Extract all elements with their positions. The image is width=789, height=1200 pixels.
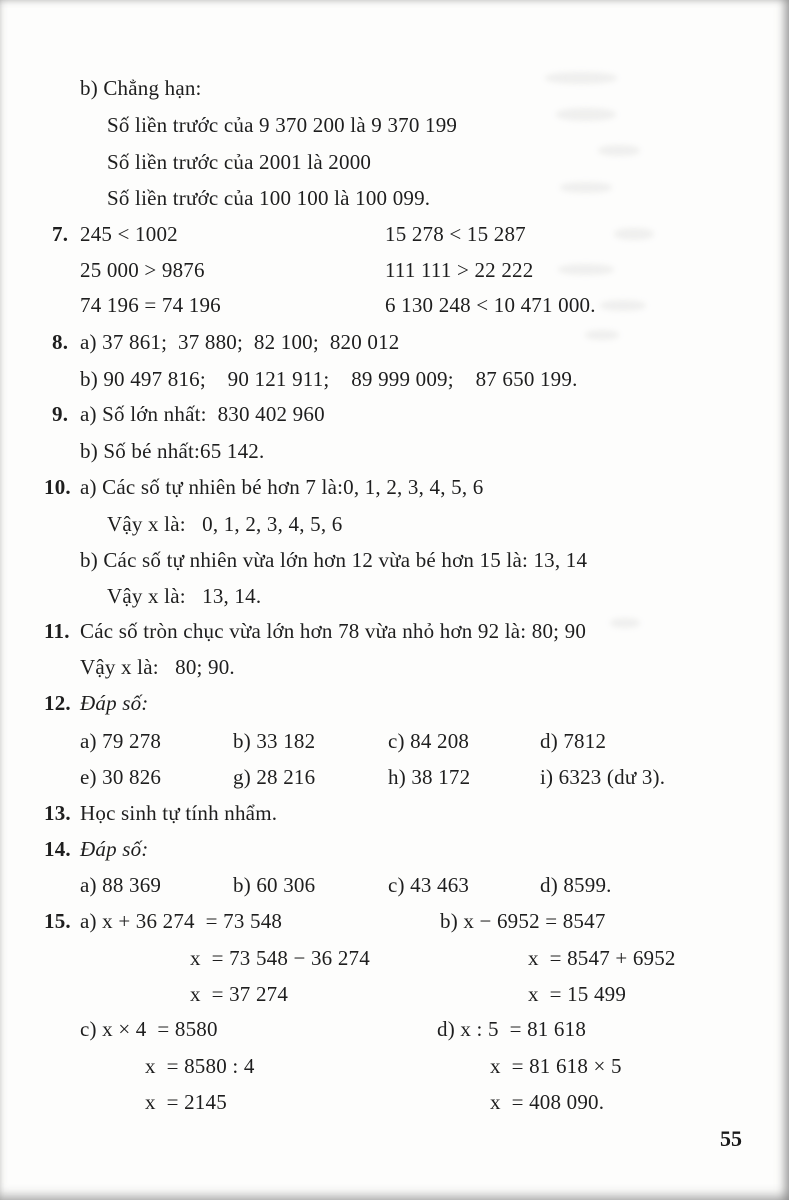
exercise-number: 12. (44, 691, 71, 715)
text-segment: h) 38 172 (388, 765, 471, 789)
exercise-15-line (0, 908, 789, 936)
example-line (0, 149, 789, 177)
text-segment: Vậy x là: 13, 14. (107, 584, 262, 608)
text-segment: x = 8547 + 6952 (528, 946, 676, 970)
text-segment: Các số tròn chục vừa lớn hơn 78 vừa nhỏ hơn 92 là: 80; 90 (80, 619, 587, 643)
exercise-8-line (0, 329, 789, 357)
exercise-10-line (0, 474, 789, 502)
text-segment: a) Số lớn nhất: 830 402 960 (80, 402, 325, 426)
exercise-10-line (0, 547, 789, 575)
exercise-9-line (0, 401, 789, 429)
page-number: 55 (720, 1126, 742, 1151)
exercise-13-line (0, 800, 789, 828)
exercise-12-answers (0, 728, 789, 756)
text-segment: x = 15 499 (528, 982, 627, 1006)
text-segment: d) 8599. (540, 873, 612, 897)
exercise-12-line (0, 690, 789, 718)
exercise-15-line (0, 1089, 789, 1117)
text-segment: x = 37 274 (190, 982, 289, 1006)
exercise-12-answers (0, 764, 789, 792)
example-line (0, 112, 789, 140)
exercise-8-line (0, 366, 789, 394)
text-segment: b) 90 497 816; 90 121 911; 89 999 009; 87 650 199. (80, 367, 578, 391)
text-segment: a) 88 369 (80, 873, 162, 897)
exercise-7-line (0, 221, 789, 249)
exercise-number: 14. (44, 837, 71, 861)
text-segment: Đáp số: (80, 837, 149, 861)
text-segment: b) 60 306 (233, 873, 316, 897)
text-segment: 111 111 > 22 222 (385, 258, 534, 282)
text-segment: Số liền trước của 2001 là 2000 (107, 150, 372, 174)
exercise-number: 13. (44, 801, 71, 825)
text-segment: a) 79 278 (80, 729, 162, 753)
text-segment: x = 408 090. (490, 1090, 605, 1114)
text-segment: a) 37 861; 37 880; 82 100; 820 012 (80, 330, 400, 354)
exercise-15-line (0, 981, 789, 1009)
exercise-number: 7. (52, 222, 69, 246)
text-segment: Học sinh tự tính nhẩm. (80, 801, 278, 825)
text-segment: e) 30 826 (80, 765, 162, 789)
text-segment: x = 8580 : 4 (145, 1054, 255, 1078)
text-segment: b) Chẳng hạn: (80, 76, 202, 100)
text-segment: b) x − 6952 = 8547 (440, 909, 606, 933)
text-segment: Số liền trước của 100 100 là 100 099. (107, 186, 431, 210)
text-segment: b) Số bé nhất:65 142. (80, 439, 265, 463)
exercise-15-line (0, 945, 789, 973)
text-segment: x = 2145 (145, 1090, 227, 1114)
text-segment: 6 130 248 < 10 471 000. (385, 293, 596, 317)
text-segment: a) Các số tự nhiên bé hơn 7 là:0, 1, 2, 3, 4, 5, 6 (80, 475, 484, 499)
exercise-15-line (0, 1053, 789, 1081)
text-segment: c) 43 463 (388, 873, 470, 897)
exercise-number: 10. (44, 475, 71, 499)
text-segment: b) Các số tự nhiên vừa lớn hơn 12 vừa bé hơn 15 là: 13, 14 (80, 548, 588, 572)
exercise-7-line (0, 257, 789, 285)
example-line (0, 185, 789, 213)
text-segment: 25 000 > 9876 (80, 258, 205, 282)
text-segment: d) x : 5 = 81 618 (437, 1017, 587, 1041)
text-segment: a) x + 36 274 = 73 548 (80, 909, 283, 933)
exercise-11-line (0, 618, 789, 646)
text-segment: x = 73 548 − 36 274 (190, 946, 370, 970)
text-segment: i) 6323 (dư 3). (540, 765, 666, 789)
text-segment: g) 28 216 (233, 765, 316, 789)
text-segment: Vậy x là: 0, 1, 2, 3, 4, 5, 6 (107, 512, 343, 536)
exercise-14-line (0, 836, 789, 864)
text-segment: Vậy x là: 80; 90. (80, 655, 235, 679)
exercise-number: 15. (44, 909, 71, 933)
text-segment: b) 33 182 (233, 729, 316, 753)
exercise-10-line (0, 511, 789, 539)
text-segment: c) 84 208 (388, 729, 470, 753)
text-segment: x = 81 618 × 5 (490, 1054, 622, 1078)
exercise-11-line (0, 654, 789, 682)
exercise-9-line (0, 438, 789, 466)
exercise-14-answers (0, 872, 789, 900)
text-segment: 15 278 < 15 287 (385, 222, 526, 246)
text-segment: d) 7812 (540, 729, 607, 753)
exercise-15-line (0, 1016, 789, 1044)
text-segment: 245 < 1002 (80, 222, 178, 246)
exercise-10-line (0, 583, 789, 611)
exercise-number: 8. (52, 330, 69, 354)
exercise-number: 9. (52, 402, 69, 426)
text-segment: 74 196 = 74 196 (80, 293, 221, 317)
text-segment: c) x × 4 = 8580 (80, 1017, 218, 1041)
text-segment: Số liền trước của 9 370 200 là 9 370 199 (107, 113, 458, 137)
exercise-number: 11. (44, 619, 70, 643)
text-segment: Đáp số: (80, 691, 149, 715)
example-intro (0, 75, 789, 103)
exercise-7-line (0, 292, 789, 320)
